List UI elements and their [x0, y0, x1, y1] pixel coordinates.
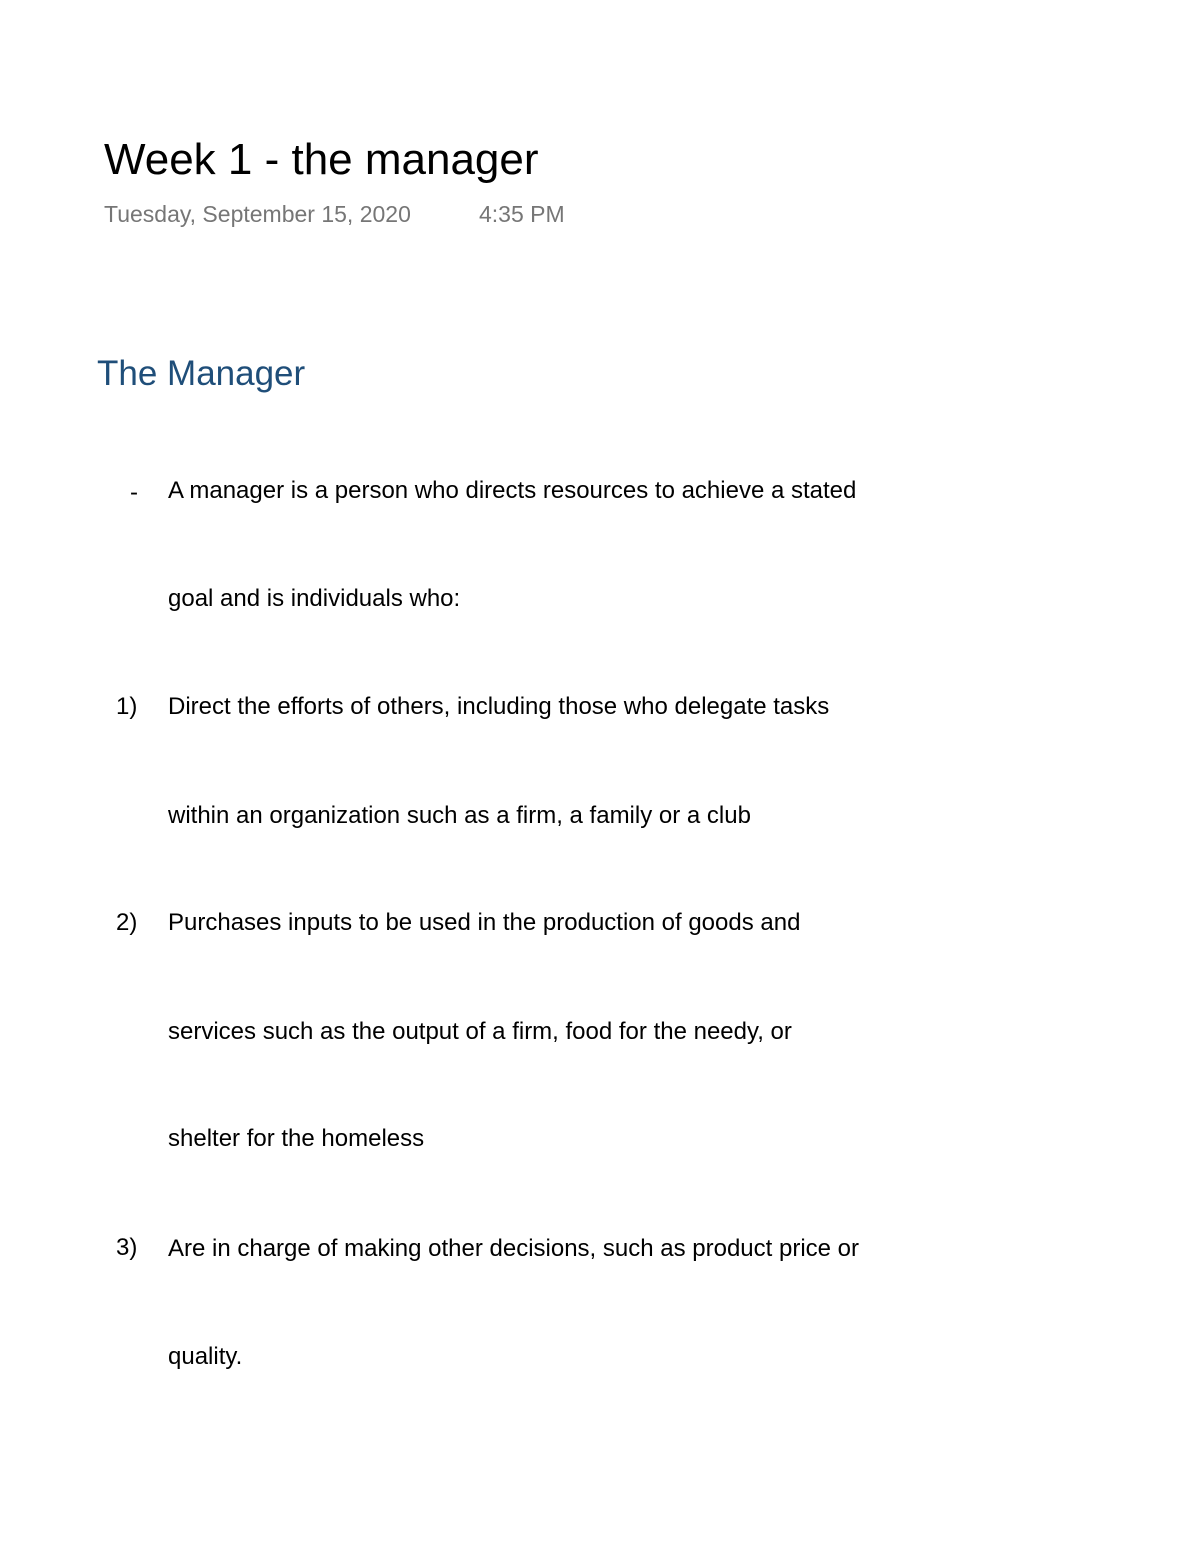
note-date: Tuesday, September 15, 2020 — [104, 201, 411, 227]
list-item-number: 3) — [116, 1234, 138, 1261]
intro-line: goal and is individuals who: — [168, 585, 461, 612]
section-heading: The Manager — [97, 354, 306, 393]
note-metadata — [104, 200, 565, 228]
intro-dash-marker: - — [130, 479, 138, 506]
list-item-line: quality. — [168, 1343, 243, 1370]
note-time: 4:35 PM — [479, 201, 565, 227]
list-item-line: services such as the output of a firm, food for the needy, or — [168, 1018, 792, 1045]
list-item-number: 2) — [116, 909, 138, 936]
list-item-line: Direct the efforts of others, including those who delegate tasks — [168, 693, 830, 720]
page-title: Week 1 - the manager — [104, 135, 539, 184]
list-item-line: shelter for the homeless — [168, 1125, 425, 1152]
list-item-line: within an organization such as a firm, a family or a club — [168, 802, 751, 829]
list-item-line: Are in charge of making other decisions, such as product price or — [168, 1235, 860, 1262]
list-item-line: Purchases inputs to be used in the production of goods and — [168, 909, 801, 936]
intro-line: A manager is a person who directs resources to achieve a stated — [168, 477, 857, 504]
list-item-number: 1) — [116, 693, 138, 720]
